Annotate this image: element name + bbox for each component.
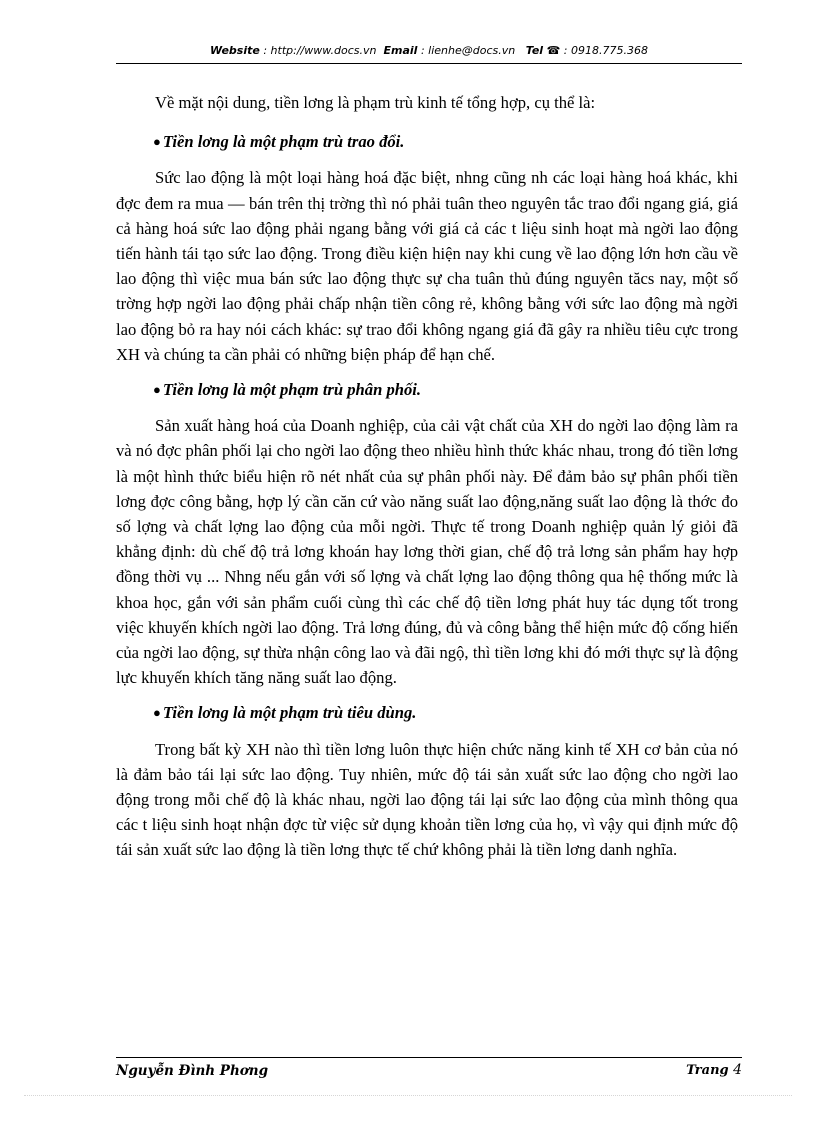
footer-page-number bbox=[686, 1062, 742, 1078]
section-heading-exchange bbox=[116, 129, 738, 155]
phone-icon: ☎ bbox=[546, 44, 561, 57]
intro-paragraph: Về mặt nội dung, tiền lơng là phạm trù kinh tế tổng hợp, cụ thể là: bbox=[155, 93, 596, 112]
page-edge-divider bbox=[24, 1095, 792, 1096]
page-label: Trang bbox=[686, 1063, 729, 1078]
tel-label: Tel bbox=[525, 44, 544, 57]
footer-divider bbox=[116, 1057, 742, 1058]
section-heading-distribution bbox=[116, 377, 738, 403]
section-paragraph-distribution: Sản xuất hàng hoá của Doanh nghiệp, của cải vật chất của XH do ngời lao động làm ra và nó đợc phân phối lại cho ngời lao động theo nhiều hình thức khác nhau, trong đó tiền lơng là một hình thức biểu hiện rõ nét nhất của sự phân phối này. Để đảm bảo sự phân phối tiền lơng đợc công bằng, hợp lý cần căn cứ vào năng suất lao động,năng suất lao động là thớc đo số lợng và chất lợng lao động của mỗi ngời. Thực tế trong Doanh nghiệp quản lý giỏi đã khẳng định: dù chế độ trả lơng khoán hay lơng thời gian, chế độ trả lơng sản phẩm hay hợp đồng thời vụ ... Nhng nếu gắn với số lợng và chất lợng lao động thông qua hệ thống mức là khoa học, gắn với sản phẩm cuối cùng thì các chế độ tiền lơng phát huy tác dụng tốt trong việc khuyến khích ngời lao động. Trả lơng đúng, đủ và công bằng thể hiện mức độ cống hiến của ngời lao động, sự thừa nhận công lao và đãi ngộ, thì tiền lơng khi đó mới thực sự là động lực khuyến khích tăng năng suất lao động. bbox=[116, 416, 738, 688]
website-url[interactable]: : http://www.docs.vn bbox=[263, 44, 377, 57]
website-label: Website bbox=[210, 44, 260, 57]
section-heading-text: Tiền lơng là một phạm trù tiêu dùng. bbox=[162, 703, 417, 723]
section-heading-text: Tiền lơng là một phạm trù phân phối. bbox=[162, 380, 422, 400]
bullet-icon: ● bbox=[153, 705, 161, 721]
bullet-icon: ● bbox=[153, 134, 161, 150]
page-number: 4 bbox=[733, 1062, 742, 1078]
section-heading-consumption bbox=[116, 700, 738, 726]
bullet-icon: ● bbox=[153, 382, 161, 398]
section-paragraph-exchange: Sức lao động là một loại hàng hoá đặc biệt, nhng cũng nh các loại hàng hoá khác, khi đợc đem ra mua — bán trên thị trờng thì nó phải tuân theo nguyên tắc trao đổi ngang giá, giá cả hàng hoá sức lao động phải ngang bằng với giá cả các t liệu sinh hoạt mà ngời lao động tiến hành tái tạo sức lao động. Trong điều kiện hiện nay khi cung về lao động lớn hơn cầu về lao động thì việc mua bán sức lao động thực sự cha tuân thủ đúng nguyên tăcs nay, một số trờng hợp ngời lao động phải chấp nhận tiền công rẻ, không bằng với sức lao động mà ngời lao động bỏ ra hay nói cách khác: sự trao đổi không ngang giá đã gây ra nhiều tiêu cực trong XH và chúng ta cần phải có những biện pháp để hạn chế. bbox=[116, 168, 738, 364]
document-body bbox=[116, 90, 738, 873]
email-address[interactable]: : lienhe@docs.vn bbox=[420, 44, 516, 57]
email-label: Email bbox=[383, 44, 418, 57]
header-divider bbox=[116, 63, 742, 64]
section-paragraph-consumption: Trong bất kỳ XH nào thì tiền lơng luôn thực hiện chức năng kinh tế XH cơ bản của nó là đảm bảo tái lại sức lao động. Tuy nhiên, mức độ tái sản xuất sức lao động cho ngời lao động trong mỗi chế độ là khác nhau, ngời lao động tái lại sức lao động của mình thông qua các t liệu sinh hoạt nhận đợc từ việc sử dụng khoản tiền lơng của họ, vì vậy qui định mức độ tái sản xuất sức lao động là tiền lơng thực tế chứ không phải là tiền lơng danh nghĩa. bbox=[116, 739, 738, 860]
footer-author: Nguyễn Đình Phơng bbox=[116, 1063, 269, 1079]
page-header bbox=[116, 44, 742, 57]
section-heading-text: Tiền lơng là một phạm trù trao đổi. bbox=[162, 132, 405, 152]
tel-number: : 0918.775.368 bbox=[563, 44, 648, 57]
